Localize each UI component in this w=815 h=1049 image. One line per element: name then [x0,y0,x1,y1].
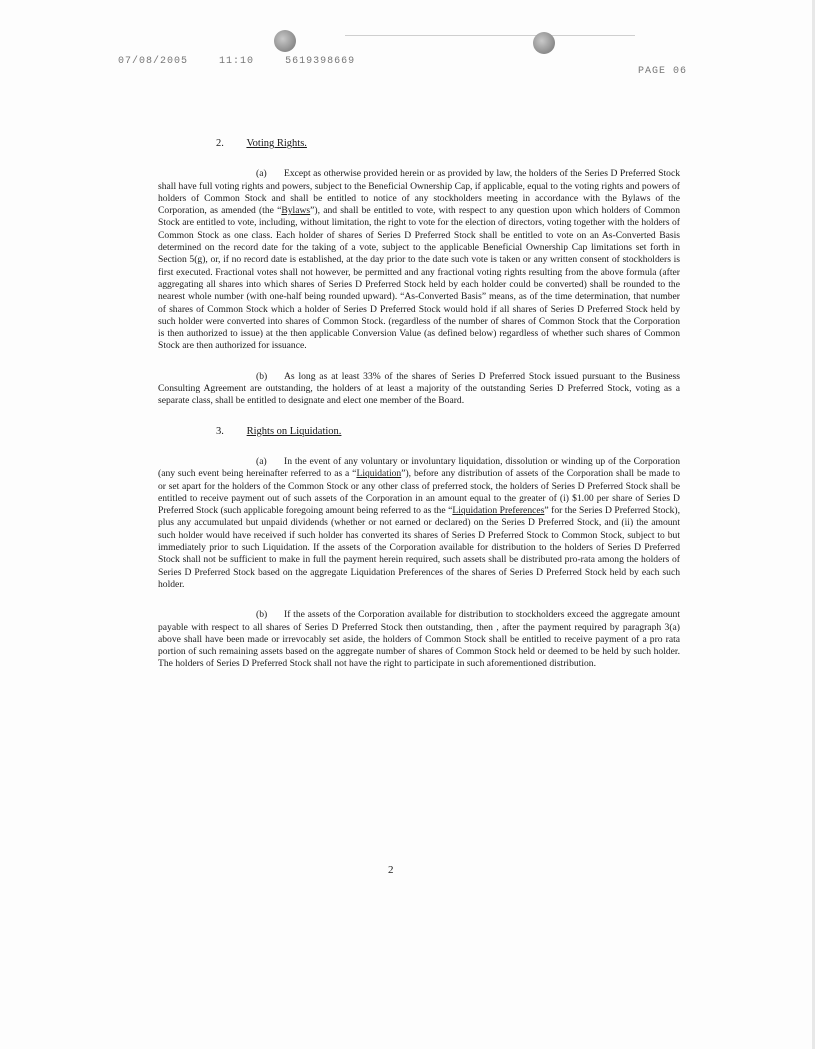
liquidation-term: Liquidation [356,468,402,480]
fax-page-label: PAGE 06 [637,66,687,77]
section-2a-paragraph: (a) Except as otherwise provided herein or as provided by law, the holders of the Series D Preferred Stock shall have full voting rights and powers, subject to the Beneficial Ownership Cap, if applicable, equal to the voting rights and powers of holders of Common Stock and shall be entitled to notice of any stockholders meeting in accordance with the Bylaws of the Corporation, as amended (the “Bylaws”), and shall be entitled to vote, with respect to any question upon which holders of Common Stock are entitled to vote, including, without limitation, the right to vote for the election of directors, voting together with the holders of Common Stock as one class. Each holder of shares of Series D Preferred Stock shall be entitled to vote on an As-Converted Basis determined on the record date for the taking of a vote, subject to the applicable Beneficial Ownership Cap limitations set forth in Section 5(g), or, if no record date is established, at the day prior to the date such vote is taken or any written consent of stockholders is first executed. Fractional votes shall not however, be permitted and any fractional voting rights resulting from the above formula (after aggregating all shares into which shares of Series D Preferred Stock held by each holder could be converted) shall be rounded to the nearest whole number (with one-half being rounded upward). “As-Converted Basis” means, as of the time determination, that number of shares of Common Stock which a holder of Series D Preferred Stock would hold if all shares of Series D Preferred Stock held by such holder were converted into shares of Common Stock. (regardless of the number of shares of Common Stock that the Corporation is then authorized to issue) at the then applicable Conversion Value (as defined below) regardless of whether such shares of Common Stock are then authorized for issuance. [158,168,680,352]
section-3-heading [216,426,680,438]
section-title: Rights on Liquidation. [246,425,342,437]
fax-header [118,56,379,67]
liquidation-preferences-term: Liquidation Preferences [452,505,545,517]
document-body [158,138,680,689]
paragraph-label: (a) [256,455,267,467]
paragraph-label: (a) [256,168,267,180]
hole-punch-mark [274,30,296,52]
section-3a-paragraph: (a) In the event of any voluntary or involuntary liquidation, dissolution or winding up of the Corporation (any such event being hereinafter referred to as a “Liquidation”), before any distribution of assets of the Corporation shall be made to or set apart for the holders of the Common Stock or any other class of preferred stock, the holders of Series D Preferred Stock shall be entitled to receive payment out of such assets of the Corporation in an amount equal to the greater of (i) $1.00 per share of Series D Preferred Stock (such applicable foregoing amount being referred to as the “Liquidation Preferences” for the Series D Preferred Stock), plus any accumulated but unpaid dividends (whether or not earned or declared) on the Series D Preferred Stock, and (ii) the amount such holder would have received if such holder has converted its shares of Series D Preferred Stock to Common Stock, subject to but immediately prior to such Liquidation. If the assets of the Corporation available for distribution to the holders of Series D Preferred Stock shall not be sufficient to make in full the payment herein required, such assets shall be distributed pro-rata among the holders of Series D Preferred Stock based on the aggregate Liquidation Preferences of the shares of Series D Preferred Stock held by each such holder. [158,455,681,590]
hole-punch-mark [533,32,555,54]
section-2-heading [216,138,680,150]
page-number: 2 [388,864,394,876]
section-2b-paragraph: (b) As long as at least 33% of the shares of Series D Preferred Stock issued pursuant to the Business Consulting Agreement are outstanding, the holders of at least a majority of the outstanding Series D Preferred Stock, voting as a separate class, shall be entitled to designate and elect one member of the Board. [158,370,680,407]
section-title: Voting Rights. [246,138,307,149]
section-number: 3. [216,425,224,437]
section-number: 2. [216,138,224,149]
paragraph-label: (b) [256,609,268,621]
fax-number: 5619398669 [285,56,356,67]
scan-rule-line [345,35,635,36]
bylaws-term: Bylaws [281,205,311,217]
fax-date: 07/08/2005 [118,56,189,67]
section-3b-paragraph: (b) If the assets of the Corporation available for distribution to stockholders exceed the aggregate amount payable with respect to all shares of Series D Preferred Stock then outstanding, then , after the payment required by paragraph 3(a) above shall have been made or irrevocably set aside, the holders of Common Stock shall be entitled to receive payment of a pro rata portion of such remaining assets based on the aggregate number of shares of Common Stock held or deemed to be held by such holder. The holders of Series D Preferred Stock shall not have the right to participate in such aforementioned distribution. [158,609,680,670]
paragraph-label: (b) [256,370,268,382]
fax-time: 11:10 [219,56,255,67]
